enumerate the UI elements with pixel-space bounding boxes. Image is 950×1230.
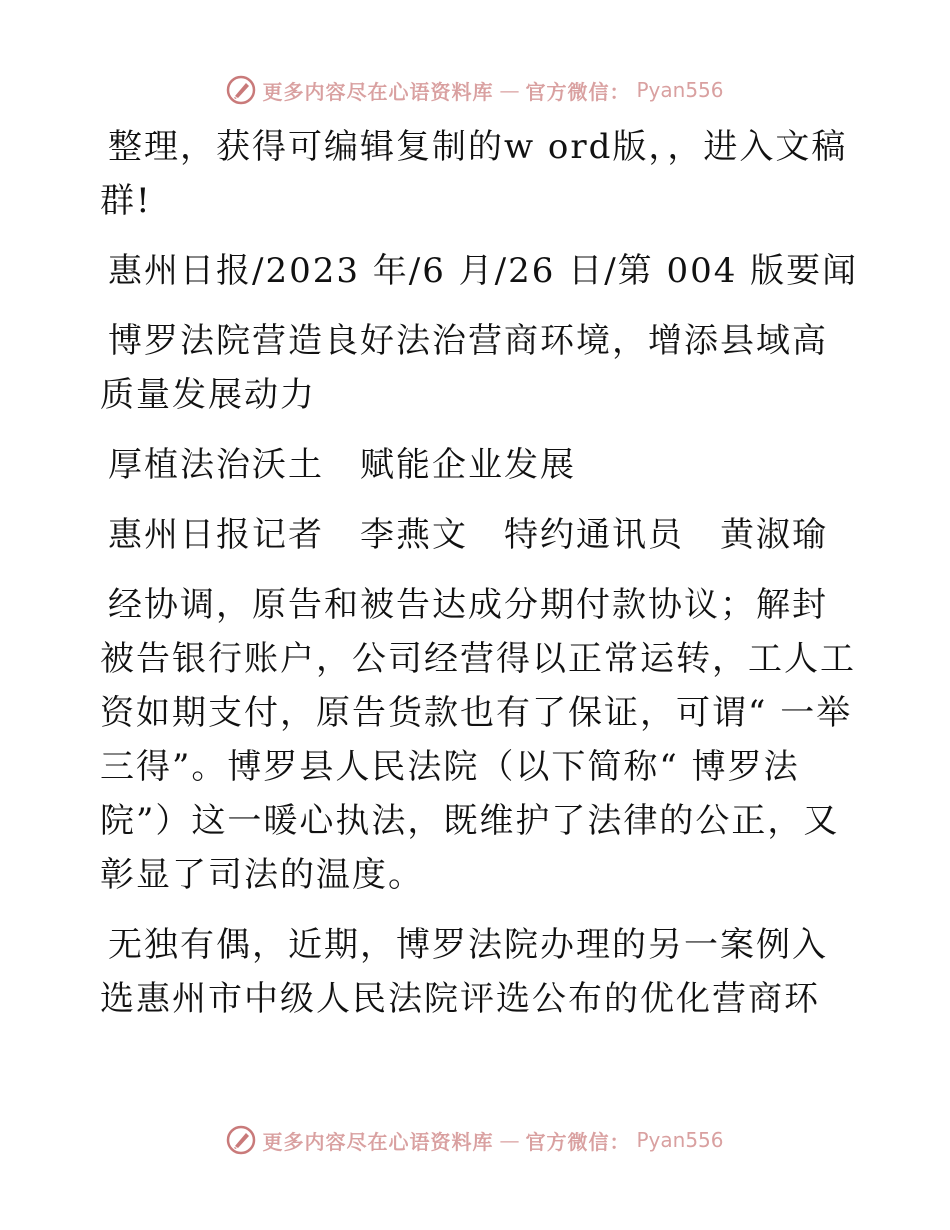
byline: 惠州日报记者 李燕文 特约通讯员 黄淑瑜 [108,515,828,555]
watermark-label: 官方微信： [525,79,631,104]
watermark-text: 更多内容尽在心语资料库 [262,79,494,104]
watermark-text: 更多内容尽在心语资料库 [262,1129,494,1154]
watermark-dash: — [499,78,520,102]
body-paragraph: 经协调，原告和被告达成分期付款协议；解封被告银行账户，公司经营得以正常运转，工人工资如期支付，原告货款也有了保证，可谓“ 一举三得”。博罗县人民法院（以下简称“ 博罗法院”）这一暖心执法，既维护了法律的公正，又彰显了司法的温度。 [100,585,856,895]
publication-line: 惠州日报/2023 年/6 月/26 日/第 004 版要闻 [108,251,859,291]
pen-logo-icon [226,75,256,105]
watermark-wechat-id: Pyan556 [636,1128,724,1152]
article-subtitle: 厚植法治沃土 赋能企业发展 [108,445,576,485]
pen-logo-icon [226,1125,256,1155]
watermark-wechat-id: Pyan556 [636,78,724,102]
article-title: 博罗法院营造良好法治营商环境，增添县域高质量发展动力 [100,321,828,415]
watermark-label: 官方微信： [525,1129,631,1154]
body-paragraph: 无独有偶，近期，博罗法院办理的另一案例入选惠州市中级人民法院评选公布的优化营商环 [100,925,828,1019]
watermark-dash: — [499,1128,520,1152]
footer-watermark [0,1122,950,1158]
document-body [100,120,860,1026]
intro-paragraph: 整理，获得可编辑复制的w ord版，，进入文稿群! [100,127,848,221]
header-watermark [0,72,950,108]
